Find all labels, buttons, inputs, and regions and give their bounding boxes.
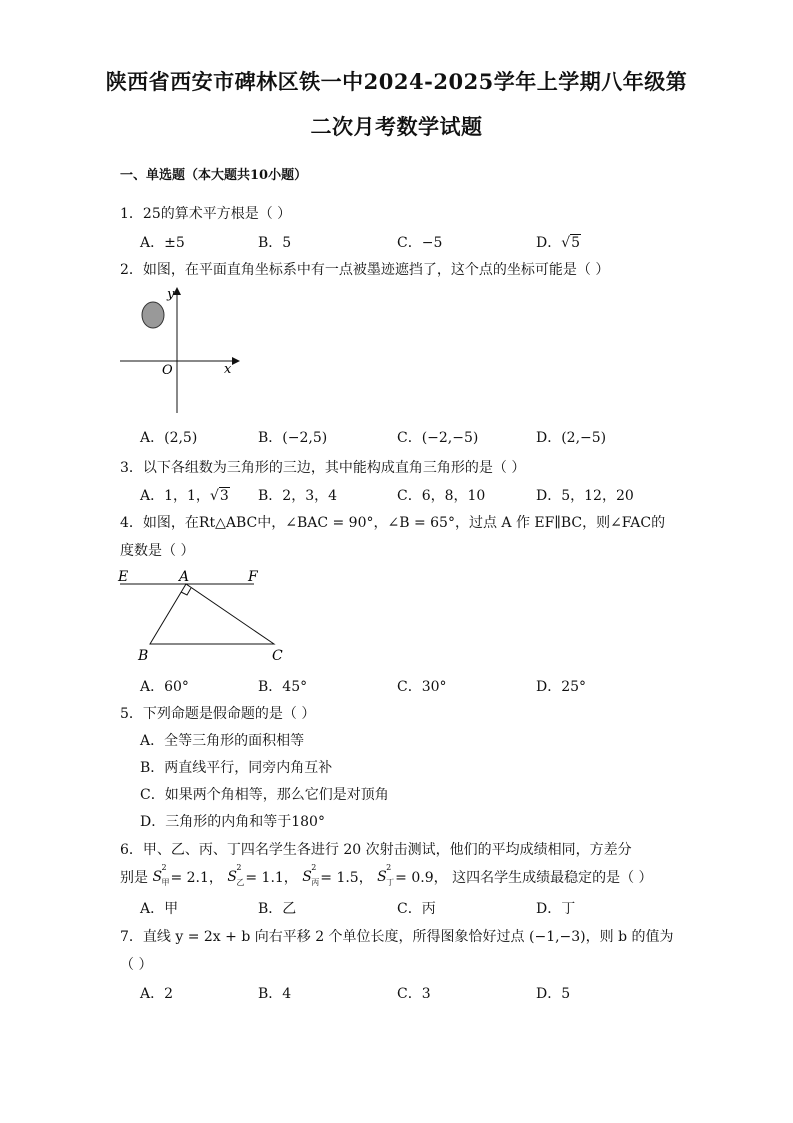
x-axis-label: x	[224, 362, 232, 377]
variance-value: = 0.9，	[395, 870, 448, 886]
q6-suffix: 这四名学生成绩最稳定的是（ ）	[452, 870, 653, 886]
question-7-stem-line1: 7．直线 y = 2x + b 向右平移 2 个单位长度，所得图象恰好过点 (−1,−3)，则 b 的值为	[120, 929, 674, 945]
q2-option-a: A．(2,5)	[140, 430, 198, 446]
variance-bing: S 2 丙 = 1.5，	[302, 863, 373, 887]
q2-coordinate-figure	[116, 285, 246, 415]
q5-option-a: A．全等三角形的面积相等	[140, 733, 305, 749]
q5-option-b: B．两直线平行，同旁内角互补	[140, 760, 333, 776]
q2-option-c: C．(−2,−5)	[397, 430, 479, 446]
q1-d-radicand: 5	[571, 235, 581, 251]
y-axis-label: y	[167, 287, 175, 302]
x-axis-arrow-icon	[232, 357, 240, 365]
q6-option-b: B．乙	[258, 901, 297, 917]
page-title-line2: 二次月考数学试题	[310, 114, 483, 139]
q4-option-d: D．25°	[536, 679, 587, 695]
q3-option-a	[140, 485, 230, 505]
q1-option-d	[536, 232, 581, 252]
question-6-stem-line2	[120, 863, 653, 887]
label-e: E	[118, 569, 129, 585]
q3-a-radicand: 3	[219, 488, 229, 504]
label-a: A	[179, 569, 190, 585]
q4-option-a: A．60°	[140, 679, 189, 695]
q1-option-b: B．5	[258, 235, 292, 251]
q3-option-a-label: A．1，1，	[140, 488, 210, 504]
variance-jia: S 2 甲 = 2.1，	[152, 863, 223, 887]
q1-option-d-label: D．	[536, 235, 562, 251]
page-title-line1: 陕西省西安市碑林区铁一中2024-2025学年上学期八年级第	[105, 69, 688, 94]
q1-option-a: A．±5	[140, 235, 185, 251]
triangle-abc	[150, 584, 274, 644]
q6-option-a: A．甲	[140, 901, 179, 917]
label-f: F	[248, 569, 258, 585]
q3-option-c: C．6，8，10	[397, 488, 486, 504]
q6-prefix: 别是	[120, 870, 148, 886]
variance-value: = 1.1，	[245, 870, 298, 886]
variance-value: = 1.5，	[320, 870, 373, 886]
q4-triangle-figure	[116, 566, 296, 666]
ink-blot	[142, 302, 164, 328]
question-2-stem: 2．如图，在平面直角坐标系中有一点被墨迹遮挡了，这个点的坐标可能是（ ）	[120, 262, 610, 278]
question-4-stem-line2: 度数是（ ）	[120, 543, 195, 559]
question-7-stem-line2: （ ）	[120, 957, 153, 973]
label-c: C	[272, 648, 283, 664]
q4-option-c: C．30°	[397, 679, 447, 695]
q7-option-b: B．4	[258, 986, 292, 1002]
variance-sub: 丁	[386, 878, 395, 887]
sqrt-symbol: √5	[561, 235, 581, 251]
variance-yi: S 2 乙 = 1.1，	[227, 863, 298, 887]
question-1-stem: 1．25的算术平方根是（ ）	[120, 206, 292, 222]
q3-option-d: D．5，12，20	[536, 488, 634, 504]
q2-option-d: D．(2,−5)	[536, 430, 607, 446]
variance-sub: 乙	[236, 878, 245, 887]
q3-option-b: B．2，3，4	[258, 488, 338, 504]
q6-option-d: D．丁	[536, 901, 576, 917]
question-5-stem: 5．下列命题是假命题的是（ ）	[120, 706, 316, 722]
question-4-stem-line1: 4．如图，在Rt△ABC中，∠BAC = 90°，∠B = 65°，过点 A 作 EF∥BC，则∠FAC的	[120, 515, 666, 531]
label-b: B	[138, 648, 149, 664]
variance-sub: 丙	[311, 878, 320, 887]
variance-sub: 甲	[161, 878, 170, 887]
variance-value: = 2.1，	[170, 870, 223, 886]
q7-option-c: C．3	[397, 986, 431, 1002]
q5-option-d: D．三角形的内角和等于180°	[140, 814, 325, 830]
q7-option-a: A．2	[140, 986, 174, 1002]
q7-option-d: D．5	[536, 986, 571, 1002]
origin-label: O	[162, 363, 173, 378]
variance-ding: S 2 丁 = 0.9，	[377, 863, 448, 887]
q5-option-c: C．如果两个角相等，那么它们是对顶角	[140, 787, 389, 803]
question-3-stem: 3．以下各组数为三角形的三边，其中能构成直角三角形的是（ ）	[120, 460, 526, 476]
q2-option-b: B．(−2,5)	[258, 430, 328, 446]
question-6-stem-line1: 6．甲、乙、丙、丁四名学生各进行 20 次射击测试，他们的平均成绩相同，方差分	[120, 842, 632, 858]
sqrt-symbol: √3	[209, 488, 229, 504]
q6-option-c: C．丙	[397, 901, 436, 917]
q1-option-c: C．−5	[397, 235, 443, 251]
section-heading: 一、单选题（本大题共10小题）	[120, 168, 308, 183]
q4-option-b: B．45°	[258, 679, 308, 695]
